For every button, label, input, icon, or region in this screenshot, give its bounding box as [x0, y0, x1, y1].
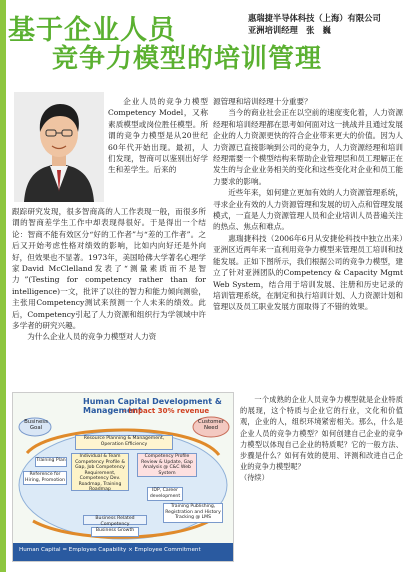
idp-box: IDP, Career development — [147, 487, 183, 501]
title-line-1: 基于企业人员 — [8, 15, 176, 46]
column-2-text — [213, 96, 403, 313]
reference-box: Reference for Hiring, Promotion — [23, 471, 67, 485]
left-accent-rule — [0, 0, 6, 572]
hr-development-diagram — [12, 392, 234, 562]
diagram-impact: - impact 30% revenue — [123, 407, 210, 415]
training-plan-box: Training Plan — [35, 457, 67, 467]
paragraph: 源管理和培训经理十分重要？ — [213, 97, 312, 106]
sidebar-text — [240, 394, 403, 484]
paragraph: 为什么企业人员的竞争力模型对人力资 — [27, 332, 157, 342]
business-related-box: Business Related Competency — [83, 515, 147, 525]
byline-company: 惠瑞捷半导体科技（上海）有限公司 — [248, 13, 381, 23]
column-1-bottom-text — [12, 206, 206, 343]
column-1-top-text — [108, 96, 208, 176]
paragraph: 惠瑞捷科技（2006年6月从安捷伦科技中独立出来）亚洲区近两年来一直利用竞争力模型来管理员工培训和技能发展。正如下图所示，我们根据公司的竞争力模型，建立了针对亚洲团队的Competency & Capacity Mgmt Web System，结合用于培训发展、注册和历史记录的培训管理系统，在制定和执行培训计划、人力资源计划和管理以及员工职业发展方面取得了不错的效果。 — [213, 233, 403, 312]
individual-team-box: Individual & Team Competency Profile & Gap, Job Competency Requirement, Competency Dev. Roadmap, Training Roadmap — [71, 453, 129, 491]
byline — [248, 12, 381, 36]
to-be-continued: （待续） — [240, 473, 269, 483]
diagram-title: Human Capital Development & Management — [83, 397, 222, 415]
human-capital-formula: Human Capital = Employee Capability × Employee Commitment — [19, 547, 201, 553]
author-photo — [14, 92, 104, 202]
business-goal-label: Business Goal — [24, 419, 48, 431]
training-publishing-box: Training Publishing, Registration and History Tracking @ LMS — [163, 503, 223, 523]
paragraph: 企业人员的竞争力模型Competency Model，又称素质模型或岗位胜任模型。所谓的竞争力模型是从20世纪60年代开始出现。最初，人们发现，智商可以鉴别出好学生和差学生。后来的 — [108, 97, 208, 175]
paragraph: 跟踪研究发现，很多智商高的人工作表现一般，而很多所谓的智商差学生工作中却表现得很好。于是得出一个结论：智商不能有效区分“好的工作者”与“差的工作者”。之后又开始考虑性格对绩效的影响，比如内向好还是外向好，但效果也不显著。1973年，美国哈佛大学著名心理学家David McClelland发表了“测量素质而不是智力”(Testing for competency rather than for intelligence)一文，批评了以往的智力和能力倾向测验，主张用Competency测试来预测一个人未来的绩效。此后，Competency引起了人力资源和组织行为学领域中许多学者的研究兴趣。 — [12, 207, 206, 331]
business-growth-box: Business Growth — [91, 527, 139, 537]
paragraph: 近些年来，如何建立更加有效的人力资源管理系统，寻求企业有效的人力资源管理和发展的切入点和管理发展模式，一直是人力资源管理人员和企业培训人员普遍关注的热点、焦点和难点。 — [213, 188, 403, 232]
customer-need-label: Customer Need — [197, 419, 225, 431]
byline-author: 亚洲培训经理 张 巍 — [248, 25, 331, 35]
sidebar-paragraph: 一个成熟的企业人员竞争力模型就是企业特质的展现，这个特质与企业它的行业，文化和价值观，企业的人，组织环境紧密相关。那么，什么是企业人员的竞争力模型？如何创建自己企业的竞争力模型以体现自己企业的特质呢？它的一般方法、步骤是什么？如何有效的使用、评测和改进自己企业的竞争力模型呢？ — [240, 395, 403, 472]
competency-web-box: Competency Profile Review & Update, Gap Analysis @ C&C Web System — [137, 453, 197, 477]
title-line-2: 竞争力模型的培训管理 — [52, 44, 323, 74]
paragraph: 当今的商业社会正在以空前的速度变化着，人力资源经理和培训经理都在思考如何面对这一挑战并且通过发展企业的人力资源更快的符合企业带来更大的价值。因为人力资源已直接影响到公司的竞争力，人力资源经理和培训经理需要一个模型结构来帮助企业管理层和员工理解正在发生的与企业业务相关的变化和这些变化对企业和员工能力要求的影响。 — [213, 108, 403, 186]
author-portrait-drawing — [14, 92, 104, 202]
resource-planning-box: Resource Planning & Management, Operation Efficiency — [75, 435, 173, 450]
